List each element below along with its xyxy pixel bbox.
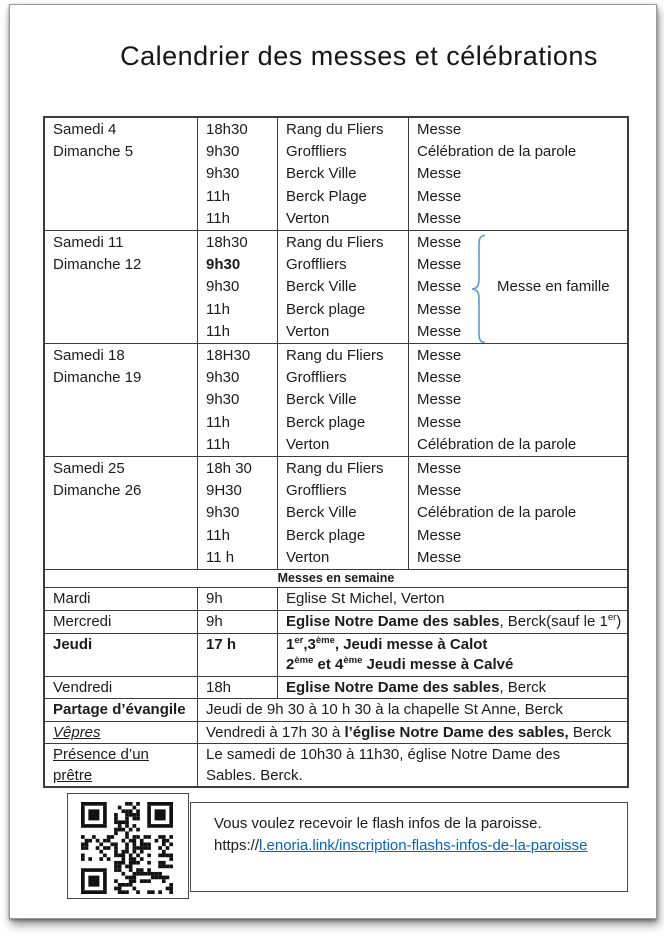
time-cell: 11h [206,323,230,341]
day-label: Samedi 25 [53,459,125,477]
celebration-cell: Messe [417,526,462,544]
weekend-block [45,343,627,456]
info-desc-cell [197,699,627,721]
day-column [45,231,197,343]
info-label-cell [45,722,197,744]
time-cell: 11h [206,210,230,228]
time-cell: 9h30 [206,165,240,183]
time-column [197,344,277,456]
info-desc-cell [197,744,627,786]
celebration-cell: Messe [417,278,462,296]
place-cell: Verton [286,549,330,567]
day-label: Dimanche 5 [53,143,134,161]
weekday-desc-cell [277,611,627,633]
place-cell: Berck Ville [286,165,357,183]
time-cell: 11h [206,436,230,454]
place-column [277,457,408,569]
place-cell: Verton [286,436,330,454]
messe-en-famille-annotation: Messe en famille [497,278,610,296]
info-desc-cell [197,722,627,744]
desc-line: Eglise St Michel, Verton [286,589,445,607]
place-column [277,344,408,456]
info-rows [45,698,627,786]
celebration-cell: Messe [417,120,462,138]
place-cell: Groffliers [286,368,347,386]
place-cell: Berck Plage [286,187,367,205]
link-prefix: https:// [214,837,260,854]
celebration-cell: Messe [417,323,462,341]
place-cell: Rang du Fliers [286,459,384,477]
page-title: Calendrier des messes et célébrations [120,41,598,71]
time-column [197,118,277,230]
time-cell: 9h30 [206,368,240,386]
flash-info-message: Vous voulez recevoir le flash infos de la paroisse. [214,815,542,832]
time-cell: 11h [206,413,230,431]
time-cell: 9H30 [206,481,242,499]
place-cell: Berck plage [286,526,366,544]
celebration-cell: Messe [417,391,462,409]
mass-calendar-table [43,116,629,788]
info-label-cell [45,744,197,786]
time-cell: 9h30 [206,256,241,274]
time-cell: 18H30 [206,346,251,364]
qr-code-box [67,793,189,899]
place-cell: Verton [286,323,330,341]
celebration-cell: Messe [417,165,462,183]
place-cell: Verton [286,210,330,228]
subscription-link[interactable]: l.enoria.link/inscription-flashs-infos-de-la-paroisse [259,837,588,854]
place-cell: Rang du Fliers [286,120,384,138]
qr-code [81,802,175,894]
celebration-column [408,457,627,569]
weekday-row [45,610,627,633]
celebration-cell: Célébration de la parole [417,143,577,161]
desc-line: Eglise Notre Dame des sables, Berck(sauf le 1er) [286,611,622,630]
weekend-block [45,118,627,230]
info-row [45,698,627,721]
weekday-time-cell: 18h [197,677,277,699]
celebration-cell: Messe [417,549,462,567]
info-label-cell [45,699,197,721]
time-cell: 9h30 [206,391,240,409]
time-column [197,457,277,569]
celebration-cell: Célébration de la parole [417,504,577,522]
weekday-desc-cell [277,588,627,610]
day-label: Samedi 11 [53,233,124,251]
weekday-row [45,633,627,676]
day-label: Dimanche 12 [53,256,142,274]
time-cell: 11h [206,300,230,318]
celebration-cell: Messe [417,459,462,477]
place-cell: Berck plage [286,300,366,318]
time-cell: 11h [206,187,230,205]
desc-line: 1er,3ème, Jeudi messe à Calot [286,634,488,653]
label-line: Partage d’évangile [53,701,186,719]
place-cell: Rang du Fliers [286,233,384,251]
day-column [45,118,197,230]
celebration-cell: Messe [417,187,462,205]
day-label: Dimanche 26 [53,481,142,499]
info-row [45,721,627,744]
celebration-cell: Messe [417,413,462,431]
desc-line: Eglise Notre Dame des sables, Berck [286,678,547,696]
time-cell: 9h30 [206,504,240,522]
celebration-column [408,118,627,230]
place-cell: Berck Ville [286,278,357,296]
flash-info-box [190,802,628,892]
place-cell: Groffliers [286,256,347,274]
time-cell: 9h30 [206,278,240,296]
weekday-day-cell: Vendredi [53,678,113,696]
time-cell: 11 h [206,549,235,567]
day-label: Dimanche 19 [53,368,142,386]
desc-line: Vendredi à 17h 30 à l’église Notre Dame des sables, Berck [206,723,612,741]
celebration-column [408,231,627,343]
weekday-day-cell: Mercredi [53,612,112,630]
weekday-time-cell: 17 h [197,634,277,676]
place-column [277,118,408,230]
weekday-day-cell: Jeudi [53,635,93,653]
place-column [277,231,408,343]
time-cell: 9h30 [206,143,240,161]
celebration-cell: Messe [417,346,462,364]
celebration-cell: Messe [417,210,462,228]
weekday-desc-cell [277,677,627,699]
day-column [45,344,197,456]
desc-line: Sables. Berck. [206,766,303,784]
place-cell: Berck Ville [286,504,357,522]
weekday-row [45,676,627,699]
desc-line: Le samedi de 10h30 à 11h30, église Notre Dame des [206,746,561,764]
document-page [9,4,657,919]
label-line: Présence d’un [53,746,149,764]
place-cell: Berck plage [286,413,366,431]
time-cell: 18h30 [206,233,248,251]
celebration-cell: Messe [417,481,462,499]
desc-line: 2ème et 4ème Jeudi messe à Calvé [286,655,514,674]
label-line: Vêpres [53,723,101,741]
celebration-column [408,344,627,456]
celebration-cell: Célébration de la parole [417,436,577,454]
celebration-cell: Messe [417,368,462,386]
day-label: Samedi 18 [53,346,125,364]
time-cell: 11h [206,526,230,544]
weekday-rows [45,587,627,699]
place-cell: Groffliers [286,143,347,161]
weekday-row [45,587,627,610]
weekday-day-cell: Mardi [53,589,91,607]
flash-info-link-line [214,835,627,857]
celebration-cell: Messe [417,300,462,318]
weekend-blocks [45,118,627,569]
weekend-block [45,456,627,569]
brace-icon [471,234,489,344]
place-cell: Berck Ville [286,391,357,409]
time-cell: 18h30 [206,120,248,138]
place-cell: Groffliers [286,481,347,499]
weekend-block [45,230,627,343]
weekday-desc-cell [277,634,627,676]
day-label: Samedi 4 [53,120,117,138]
day-column [45,457,197,569]
weekday-time-cell: 9h [197,611,277,633]
desc-line: Jeudi de 9h 30 à 10 h 30 à la chapelle St Anne, Berck [206,701,563,719]
label-line: prêtre [53,766,93,784]
celebration-cell: Messe [417,233,462,251]
time-cell: 18h 30 [206,459,252,477]
weekday-section-header: Messes en semaine [45,569,627,587]
info-row [45,743,627,786]
time-column [197,231,277,343]
celebration-cell: Messe [417,256,462,274]
weekday-time-cell: 9h [197,588,277,610]
place-cell: Rang du Fliers [286,346,384,364]
